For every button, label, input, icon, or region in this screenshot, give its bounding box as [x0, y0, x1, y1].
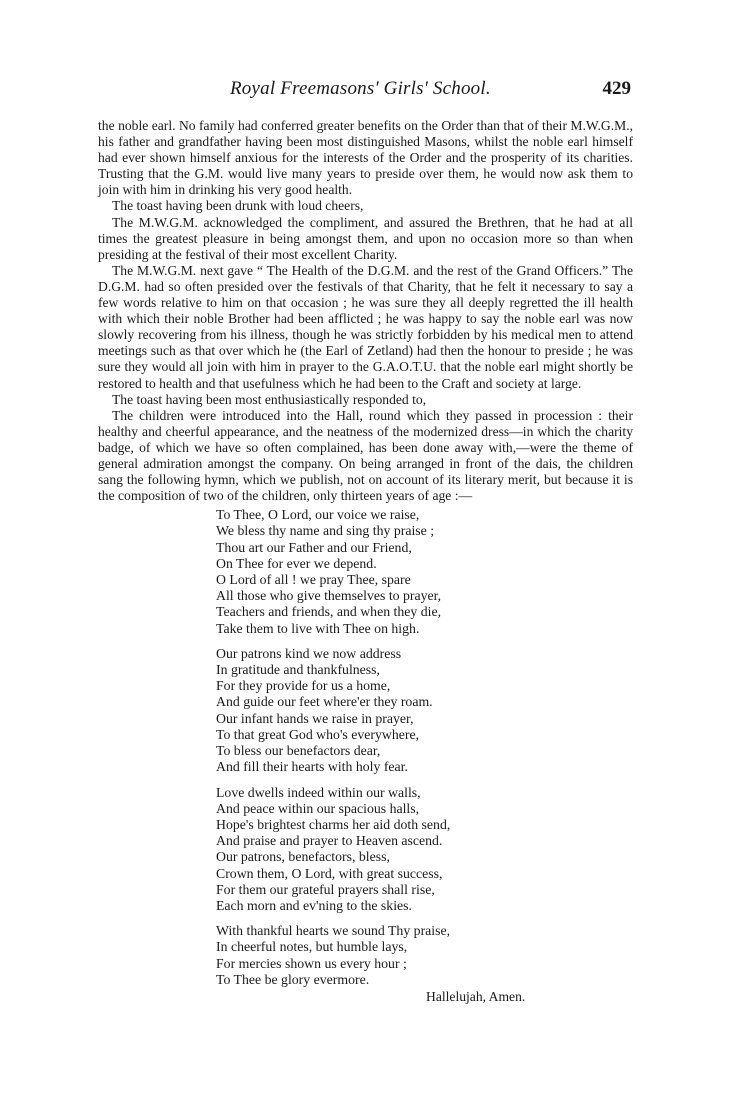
running-title: Royal Freemasons' Girls' School. [230, 78, 491, 99]
paragraph: The toast having been most enthusiastically responded to, [112, 391, 427, 407]
hymn-stanza [216, 507, 633, 637]
hymn-line: And praise and prayer to Heaven ascend. [216, 833, 443, 849]
hymn-line: Thou art our Father and our Friend, [216, 539, 412, 555]
hymn-line: For mercies shown us every hour ; [216, 955, 407, 971]
hymn-line: To that great God who's everywhere, [216, 726, 420, 742]
paragraph: The M.W.G.M. acknowledged the compliment, and assured the Brethren, that he had at all times the greatest pleasure in being amongst them, and upon no occasion more so than when presiding at the festival of their most excellent Charity. [98, 214, 633, 262]
hymn-line: In gratitude and thankfulness, [216, 662, 380, 678]
page-header [98, 78, 633, 108]
hymn-line: Each morn and ev'ning to the skies. [216, 897, 412, 913]
hymn-line: Crown them, O Lord, with great success, [216, 865, 443, 881]
hymn-line: In cheerful notes, but humble lays, [216, 939, 408, 955]
hymn-line: Hope's brightest charms her aid doth send, [216, 816, 451, 832]
hymn-line: Our infant hands we raise in prayer, [216, 710, 414, 726]
hymn-line: O Lord of all ! we pray Thee, spare [216, 572, 411, 588]
hymn-line: For them our grateful prayers shall rise, [216, 881, 435, 897]
hymn-line: Our patrons, benefactors, bless, [216, 849, 390, 865]
hymn-line: To Thee be glory evermore. [216, 971, 370, 987]
page [98, 78, 633, 1005]
page-number: 429 [602, 78, 631, 99]
hymn-stanza [216, 646, 633, 776]
paragraph: The M.W.G.M. next gave “ The Health of the D.G.M. and the rest of the Grand Officers.” The D.G.M. had so often presided over the festivals of that Charity, that he felt it necessary to say a few words relative to him on that occasion ; he was sure they all deeply regretted the ill health with which their noble Brother had been afflicted ; he was happy to say the noble earl was now slowly recovering from his illness, though he was strictly forbidden by his medical men to attend meetings such as that over which he (the Earl of Zetland) had then the honour to preside ; he was sure they would all join with him in prayer to the G.A.O.T.U. that the noble earl might shortly be restored to health and that usefulness which he had been to the Craft and society at large. [98, 262, 633, 391]
paragraph: The toast having been drunk with loud cheers, [112, 198, 364, 214]
hymn-line: On Thee for ever we depend. [216, 555, 377, 571]
hymn-stanza [216, 785, 633, 915]
hymn-line: And guide our feet where'er they roam. [216, 694, 433, 710]
hymn-line: Teachers and friends, and when they die, [216, 604, 442, 620]
hymn-stanza [216, 923, 633, 988]
hymn-line: We bless thy name and sing thy praise ; [216, 523, 435, 539]
hymn-line: To Thee, O Lord, our voice we raise, [216, 507, 420, 523]
hymn-line: To bless our benefactors dear, [216, 743, 381, 759]
hymn-line: For they provide for us a home, [216, 678, 391, 694]
article-body [98, 118, 633, 504]
hymn-line: Take them to live with Thee on high. [216, 620, 420, 636]
hymn-line: And peace within our spacious halls, [216, 800, 420, 816]
hymn-line: Our patrons kind we now address [216, 645, 402, 661]
paragraph: the noble earl. No family had conferred greater benefits on the Order than that of their M.W.G.M., his father and grandfather having been most distinguished Masons, whilst the noble earl himself had ever shown himself anxious for the interests of the Order and the prosperity of its charities. Trusting that the G.M. would live many years to preside over them, he would now ask them to join with him in drinking his very good health. [98, 118, 633, 198]
paragraph: The children were introduced into the Hall, round which they passed in procession : their healthy and cheerful appearance, and the neatness of the modernized dress—in which the charity badge, of which we have so often complained, has been done away with,—were the theme of general admiration amongst the company. On being arranged in front of the dais, the children sang the following hymn, which we publish, not on account of its literary merit, but because it is the composition of two of the children, only thirteen years of age :— [98, 407, 633, 504]
hymn-line: With thankful hearts we sound Thy praise, [216, 923, 451, 939]
hymn-line: All those who give themselves to prayer, [216, 588, 442, 604]
hymn-line: And fill their hearts with holy fear. [216, 759, 408, 775]
hymn [216, 507, 633, 1005]
hymn-signoff: Hallelujah, Amen. [426, 988, 526, 1004]
hymn-line: Love dwells indeed within our walls, [216, 784, 421, 800]
